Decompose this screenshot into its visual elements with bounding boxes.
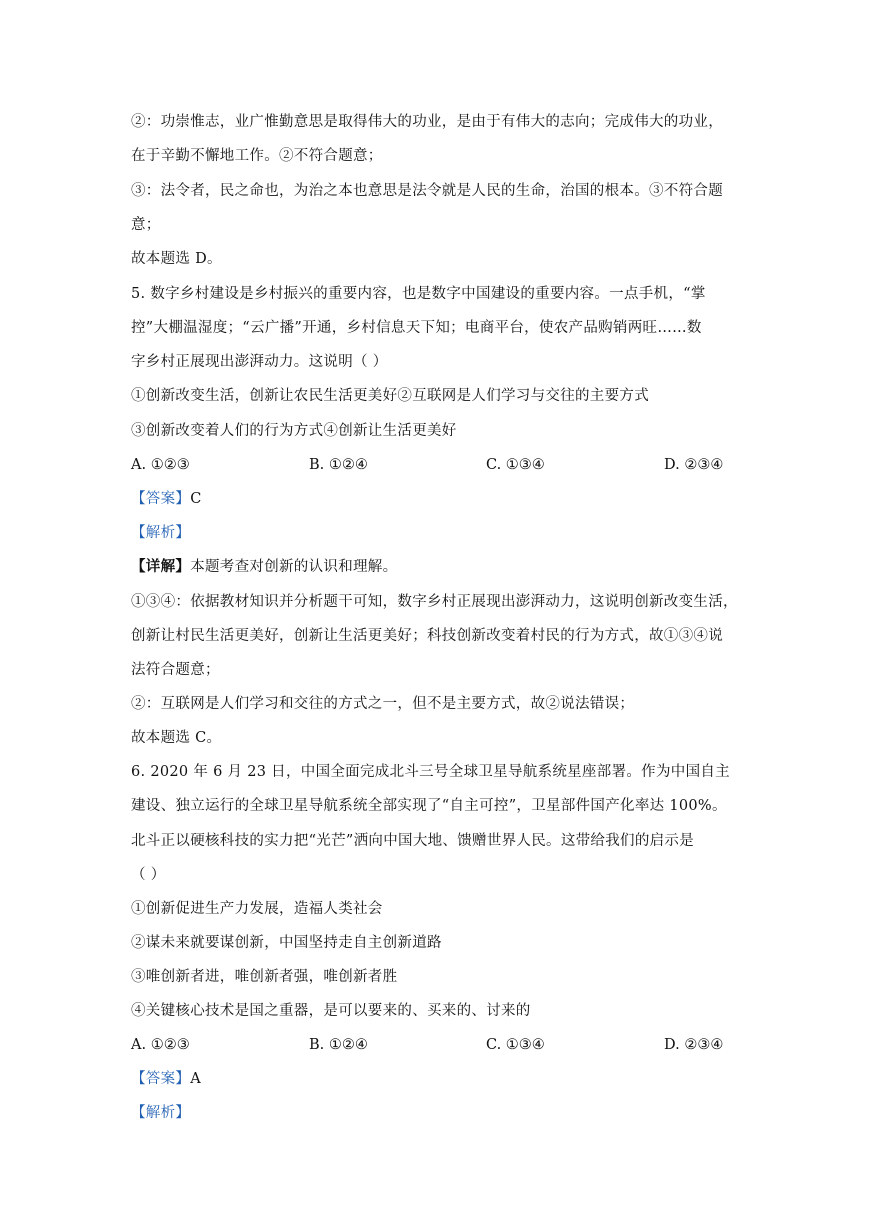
q6-statement: ①创新促进生产力发展，造福人类社会 xyxy=(131,901,383,917)
answer-tag: 【答案】 xyxy=(131,491,191,507)
text-line: 故本题选 D。 xyxy=(131,251,222,267)
q6-answer xyxy=(131,1069,201,1089)
q5-option-c: C. ①③④ xyxy=(486,457,545,473)
q5-explanation-line: 创新让村民生活更美好，创新让生活更美好；科技创新改变着村民的行为方式，故①③④说 xyxy=(131,628,723,644)
answer-value: A xyxy=(190,1071,201,1087)
detail-tag: 【详解】 xyxy=(131,558,191,575)
q6-statement: ④关键核心技术是国之重器，是可以要来的、买来的、讨来的 xyxy=(131,1003,531,1019)
q6-stem-line: 建设、独立运行的全球卫星导航系统全部实现了“自主可控”，卫星部件国产化率达 100%。 xyxy=(131,798,727,814)
q6-option-c: C. ①③④ xyxy=(486,1037,545,1053)
q5-detail xyxy=(131,557,397,577)
q5-statement: ③创新改变着人们的行为方式④创新让生活更美好 xyxy=(131,423,457,439)
q5-option-d: D. ②③④ xyxy=(664,457,724,473)
analysis-tag: 【解析】 xyxy=(131,1105,191,1121)
q6-analysis xyxy=(131,1103,190,1123)
text-line: 意； xyxy=(131,217,161,233)
text-line: ③：法令者，民之命也，为治之本也意思是法令就是人民的生命，治国的根本。③不符合题 xyxy=(131,183,723,199)
q6-stem-line: 6. 2020 年 6 月 23 日，中国全面完成北斗三号全球卫星导航系统星座部署。作为中国自主 xyxy=(131,764,730,780)
q6-stem-line: 北斗正以硬核科技的实力把“光芒”洒向中国大地、馈赠世界人民。这带给我们的启示是 xyxy=(131,833,695,849)
q5-stem-line: 字乡村正展现出澎湃动力。这说明（ ） xyxy=(131,354,388,370)
text-line: 在于辛勤不懈地工作。②不符合题意； xyxy=(131,148,383,164)
analysis-tag: 【解析】 xyxy=(131,525,191,541)
q5-explanation-line: 故本题选 C。 xyxy=(131,730,222,746)
q5-explanation-line: ②：互联网是人们学习和交往的方式之一，但不是主要方式，故②说法错误； xyxy=(131,696,635,712)
q5-answer xyxy=(131,489,202,509)
q6-option-b: B. ①②④ xyxy=(309,1037,368,1053)
q6-stem-line: （ ） xyxy=(131,867,166,883)
q5-analysis xyxy=(131,523,190,543)
q5-explanation-line: ①③④：依据教材知识并分析题干可知，数字乡村正展现出澎湃动力，这说明创新改变生活， xyxy=(131,594,738,610)
q6-option-a: A. ①②③ xyxy=(131,1037,190,1053)
answer-tag: 【答案】 xyxy=(131,1071,191,1087)
q5-stem-line: 控”大棚温湿度；“云广播”开通，乡村信息天下知；电商平台，使农产品购销两旺……数 xyxy=(131,320,702,336)
q6-statement: ③唯创新者进，唯创新者强，唯创新者胜 xyxy=(131,969,398,985)
answer-value: C xyxy=(190,491,202,507)
q5-option-a: A. ①②③ xyxy=(131,457,190,473)
detail-text: 本题考查对创新的认识和理解。 xyxy=(190,559,398,575)
q5-statement: ①创新改变生活，创新让农民生活更美好②互联网是人们学习与交往的主要方式 xyxy=(131,388,649,404)
q5-explanation-line: 法符合题意； xyxy=(131,662,220,678)
text-line: ②：功崇惟志，业广惟勤意思是取得伟大的功业，是由于有伟大的志向；完成伟大的功业， xyxy=(131,114,723,130)
q5-stem-line: 5. 数字乡村建设是乡村振兴的重要内容，也是数字中国建设的重要内容。一点手机，“掌 xyxy=(131,286,706,302)
q6-option-d: D. ②③④ xyxy=(664,1037,724,1053)
q5-option-b: B. ①②④ xyxy=(309,457,368,473)
q6-statement: ②谋未来就要谋创新，中国坚持走自主创新道路 xyxy=(131,935,442,951)
